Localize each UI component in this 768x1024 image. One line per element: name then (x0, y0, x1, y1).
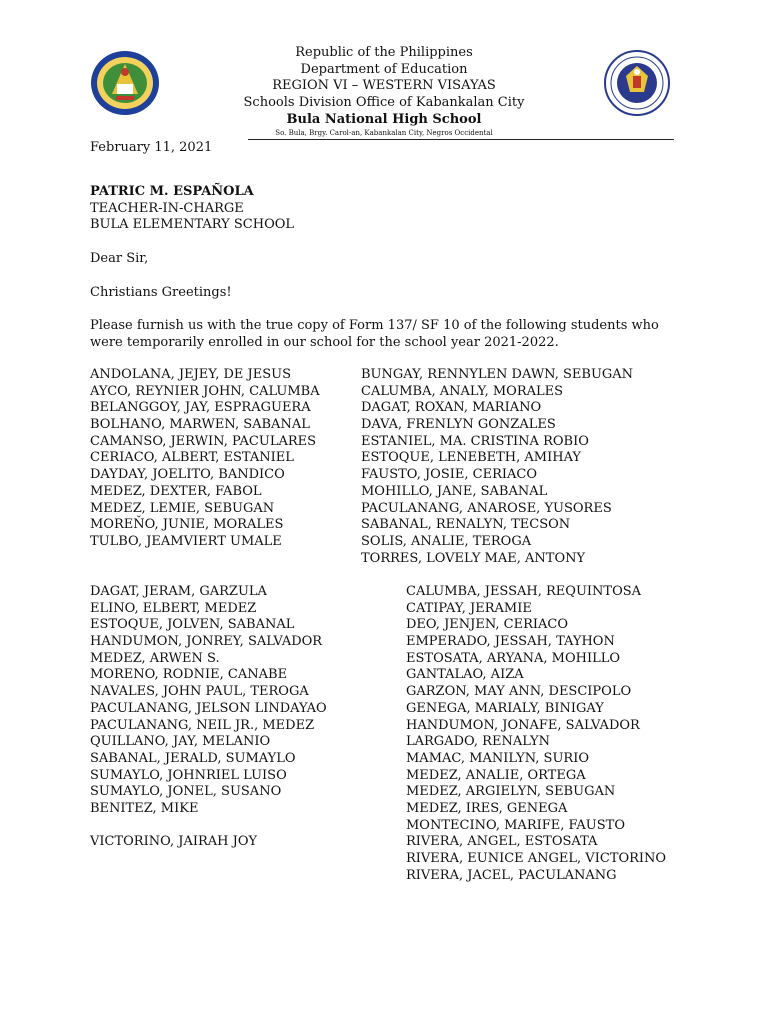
student-name: ESTOSATA, ARYANA, MOHILLO (406, 650, 621, 666)
student-name: MEDEZ, ANALIE, ORTEGA (406, 767, 586, 783)
letterhead-divider (248, 139, 674, 140)
student-name: ESTOQUE, JOLVEN, SABANAL (90, 617, 295, 633)
student-name: BENITEZ, MIKE (90, 800, 199, 816)
student-name: CATIPAY, JERAMIE (406, 600, 532, 616)
request-line: were temporarily enrolled in our school for the school year 2021-2022. (90, 334, 559, 350)
student-name: ESTOQUE, LENEBETH, AMIHAY (361, 450, 582, 466)
student-name: CAMANSO, JERWIN, PACULARES (90, 433, 317, 449)
deped-seal-logo (604, 50, 670, 116)
recipient-block (90, 184, 294, 234)
student-name: HANDUMON, JONAFE, SALVADOR (406, 717, 640, 733)
student-name: BOLHANO, MARWEN, SABANAL (90, 417, 310, 433)
student-name: SOLIS, ANALIE, TEROGA (361, 533, 532, 549)
student-name: GANTALAO, AIZA (406, 667, 524, 683)
student-name: DAGAT, JERAM, GARZULA (90, 584, 267, 599)
student-name: HANDUMON, JONREY, SALVADOR (90, 634, 323, 650)
student-list-column-1 (90, 367, 320, 551)
student-list-column-3 (90, 584, 327, 818)
letterhead-line-division: Schools Division Office of Kabankalan City (243, 94, 525, 110)
student-name: RIVERA, JACEL, PACULANANG (406, 867, 617, 883)
student-name: RIVERA, EUNICE ANGEL, VICTORINO (406, 851, 667, 866)
student-name: PACULANANG, ANAROSE, YUSORES (361, 500, 612, 516)
student-name: MEDEZ, DEXTER, FABOL (90, 483, 262, 499)
student-name: MOHILLO, JANE, SABANAL (361, 483, 548, 499)
student-name: DEO, JENJEN, CERIACO (406, 617, 569, 633)
recipient-school: BULA ELEMENTARY SCHOOL (90, 217, 295, 233)
school-address: So. Bula, Brgy. Carol-an, Kabankalan City, Negros Occidental (275, 129, 493, 137)
student-name: BUNGAY, RENNYLEN DAWN, SEBUGAN (361, 367, 634, 382)
letterhead (200, 45, 568, 139)
student-name: PACULANANG, NEIL JR., MEDEZ (90, 717, 315, 733)
student-name: VICTORINO, JAIRAH JOY (90, 834, 258, 849)
letter-date: February 11, 2021 (90, 140, 213, 155)
student-name: EMPERADO, JESSAH, TAYHON (406, 634, 615, 650)
student-name: QUILLANO, JAY, MELANIO (90, 734, 271, 750)
student-name: DAVA, FRENLYN GONZALES (361, 417, 556, 433)
student-name: TULBO, JEAMVIERT UMALE (90, 533, 282, 549)
student-name: GENEGA, MARIALY, BINIGAY (406, 700, 604, 716)
salutation: Dear Sir, (90, 251, 149, 266)
student-name: CERIACO, ALBERT, ESTANIEL (90, 450, 294, 466)
student-name: MONTECINO, MARIFE, FAUSTO (406, 817, 625, 833)
student-name: ELINO, ELBERT, MEDEZ (90, 600, 257, 616)
student-name: MORENO, RODNIE, CANABE (90, 667, 288, 683)
student-name: MEDEZ, ARGIELYN, SEBUGAN (406, 784, 616, 800)
school-name: Bula National High School (286, 112, 482, 127)
recipient-name: PATRIC M. ESPAÑOLA (90, 184, 254, 199)
school-seal-logo (90, 50, 160, 116)
student-name: CALUMBA, JESSAH, REQUINTOSA (406, 584, 642, 599)
student-name: FAUSTO, JOSIE, CERIACO (361, 467, 537, 483)
student-name: MEDEZ, ARWEN S. (90, 650, 220, 666)
student-name: TORRES, LOVELY MAE, ANTONY (361, 550, 586, 566)
student-name: NAVALES, JOHN PAUL, TEROGA (90, 684, 309, 700)
request-paragraph (90, 318, 659, 351)
student-name: MOREŇO, JUNIE, MORALES (90, 517, 284, 533)
student-name: ANDOLANA, JEJEY, DE JESUS (90, 367, 291, 382)
student-name: RIVERA, ANGEL, ESTOSATA (406, 834, 598, 850)
student-name: DAGAT, ROXAN, MARIANO (361, 400, 542, 416)
student-name: AYCO, REYNIER JOHN, CALUMBA (90, 383, 320, 399)
student-name: SUMAYLO, JOHNRIEL LUISO (90, 767, 287, 783)
student-name: PACULANANG, JELSON LINDAYAO (90, 700, 327, 716)
student-list-column-4 (406, 584, 666, 884)
student-name: SUMAYLO, JONEL, SUSANO (90, 784, 282, 800)
student-name: GARZON, MAY ANN, DESCIPOLO (406, 684, 632, 700)
student-name: SABANAL, RENALYN, TECSON (361, 517, 571, 533)
student-name: ESTANIEL, MA. CRISTINA ROBIO (361, 433, 589, 449)
greeting: Christians Greetings! (90, 285, 232, 300)
student-name: BELANGGOY, JAY, ESPRAGUERA (90, 400, 311, 416)
student-list-column-5 (90, 834, 257, 851)
student-name: CALUMBA, ANALY, MORALES (361, 383, 564, 399)
letterhead-line-department: Department of Education (300, 61, 468, 77)
letterhead-line-region: REGION VI – WESTERN VISAYAS (272, 78, 496, 93)
student-name: MEDEZ, IRES, GENEGA (406, 800, 568, 816)
student-name: DAYDAY, JOELITO, BANDICO (90, 467, 285, 483)
student-name: MAMAC, MANILYN, SURIO (406, 750, 589, 766)
student-name: LARGADO, RENALYN (406, 734, 550, 750)
student-name: MEDEZ, LEMIE, SEBUGAN (90, 500, 275, 516)
student-list-column-2 (361, 367, 633, 567)
recipient-title: TEACHER-IN-CHARGE (90, 200, 244, 216)
letterhead-line-republic: Republic of the Philippines (295, 45, 473, 60)
student-name: SABANAL, JERALD, SUMAYLO (90, 750, 296, 766)
request-line: Please furnish us with the true copy of Form 137/ SF 10 of the following students who (90, 318, 659, 333)
